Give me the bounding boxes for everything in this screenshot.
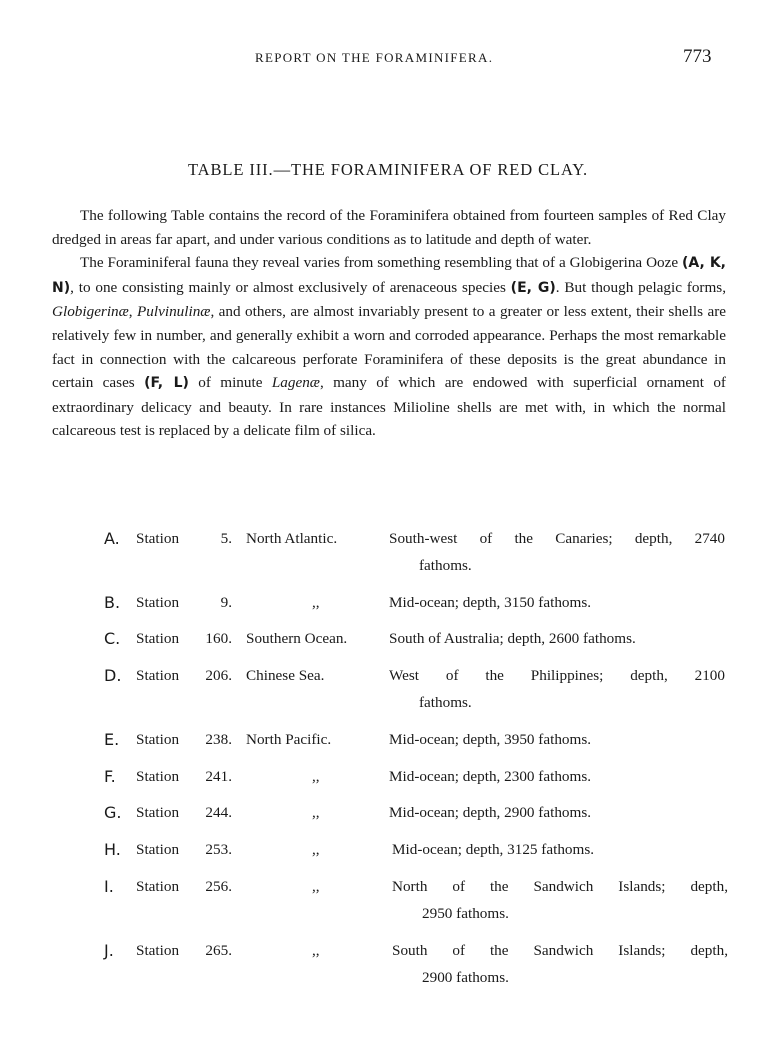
station-number: 206. xyxy=(205,667,232,684)
location-line: West of the Philippines; depth, 2100 xyxy=(389,667,725,684)
station-location xyxy=(389,525,725,579)
station-number: 265. xyxy=(205,942,232,959)
station-letter: F. xyxy=(104,767,116,786)
sample-ref-bold: (A, K, N) xyxy=(52,255,726,296)
ditto-mark: ,, xyxy=(312,594,320,611)
station-location: Mid-ocean; depth, 3125 fathoms. xyxy=(392,841,595,858)
intro-text-run: , to one consisting mainly or almost exclusively of arenaceous species xyxy=(70,278,511,296)
station-number: 241. xyxy=(205,768,232,785)
station-number: 238. xyxy=(205,731,232,748)
station-label: Station xyxy=(136,804,180,821)
station-region: North Atlantic. xyxy=(246,530,338,547)
taxon-italic: Pulvinulinæ xyxy=(137,303,211,321)
location-continuation: fathoms. xyxy=(419,694,472,711)
location-continuation: fathoms. xyxy=(419,557,472,574)
station-label: Station xyxy=(136,942,180,959)
station-number: 256. xyxy=(205,878,232,895)
ditto-mark: ,, xyxy=(312,768,320,785)
intro-text-run: The Foraminiferal fauna they reveal varies from something resembling that of a Globigerina Ooze xyxy=(80,254,683,272)
intro-paragraph-1: The following Table contains the record of the Foraminifera obtained from fourteen samples of Red Clay dredged in areas far apart, and under various conditions as to latitude and depth of water. xyxy=(52,207,726,248)
station-letter: G. xyxy=(104,803,122,822)
station-location: South of Australia; depth, 2600 fathoms. xyxy=(389,630,636,647)
station-letter: D. xyxy=(104,666,122,685)
location-continuation: 2950 fathoms. xyxy=(422,905,509,922)
sample-ref-bold: (E, G) xyxy=(510,279,556,296)
station-number: 9. xyxy=(220,594,232,611)
station-number: 244. xyxy=(205,804,232,821)
station-letter: A. xyxy=(104,529,120,548)
station-label: Station xyxy=(136,594,180,611)
station-location xyxy=(389,662,725,716)
station-number: 160. xyxy=(205,630,232,647)
table-title: TABLE III.—THE FORAMINIFERA OF RED CLAY. xyxy=(188,160,588,179)
sample-ref-bold: (F, L) xyxy=(144,375,189,392)
station-region: Southern Ocean. xyxy=(246,630,348,647)
ditto-mark: ,, xyxy=(312,878,320,895)
running-title: REPORT ON THE FORAMINIFERA. xyxy=(255,50,494,65)
intro-text-run: of minute xyxy=(188,374,272,392)
intro-text-run: . But though pelagic forms, xyxy=(555,278,726,296)
taxon-italic: Globigerinæ xyxy=(52,303,129,321)
station-letter: H. xyxy=(104,840,121,859)
location-line: South of the Sandwich Islands; depth, xyxy=(392,942,728,959)
station-region: Chinese Sea. xyxy=(246,667,325,684)
intro-text-run: , xyxy=(128,303,138,321)
station-location: Mid-ocean; depth, 2900 fathoms. xyxy=(389,804,592,821)
taxon-italic: Lagenæ xyxy=(271,374,320,392)
station-label: Station xyxy=(136,878,180,895)
station-label: Station xyxy=(136,731,180,748)
page-number: 773 xyxy=(683,46,712,67)
station-label: Station xyxy=(136,630,180,647)
running-header xyxy=(0,46,776,72)
station-label: Station xyxy=(136,841,180,858)
station-location xyxy=(392,873,728,927)
station-location xyxy=(392,937,728,991)
ditto-mark: ,, xyxy=(312,942,320,959)
station-letter: J. xyxy=(104,941,114,960)
station-label: Station xyxy=(136,530,180,547)
station-number: 5. xyxy=(220,530,232,547)
station-letter: E. xyxy=(104,730,120,749)
location-line: South-west of the Canaries; depth, 2740 xyxy=(389,530,725,547)
station-letter: C. xyxy=(104,629,121,648)
intro-text-run: , and others, are almost invariably present to a greater or less extent, their shells are relatively few in number, and generally exhibit a worn and corroded appearance. Perhaps the most remarkable fact in connection with the calcareous perforate Foraminifera of these deposits is the great abundance in certain cases xyxy=(52,303,726,392)
intro-text xyxy=(52,204,726,443)
station-number: 253. xyxy=(205,841,232,858)
station-letter: B. xyxy=(104,593,121,612)
ditto-mark: ,, xyxy=(312,804,320,821)
station-location: Mid-ocean; depth, 2300 fathoms. xyxy=(389,768,592,785)
location-continuation: 2900 fathoms. xyxy=(422,969,509,986)
station-label: Station xyxy=(136,768,180,785)
station-region: North Pacific. xyxy=(246,731,332,748)
ditto-mark: ,, xyxy=(312,841,320,858)
station-location: Mid-ocean; depth, 3150 fathoms. xyxy=(389,594,592,611)
station-letter: I. xyxy=(104,877,114,896)
intro-paragraph-2 xyxy=(52,251,726,443)
station-label: Station xyxy=(136,667,180,684)
station-location: Mid-ocean; depth, 3950 fathoms. xyxy=(389,731,592,748)
intro-text-run: , many of which are endowed with superficial ornament of extraordinary delicacy and beauty. In rare instances Milioline shells are met with, in which the normal calcareous test is replaced by a delicate film of silica. xyxy=(52,374,726,440)
location-line: North of the Sandwich Islands; depth, xyxy=(392,878,728,895)
